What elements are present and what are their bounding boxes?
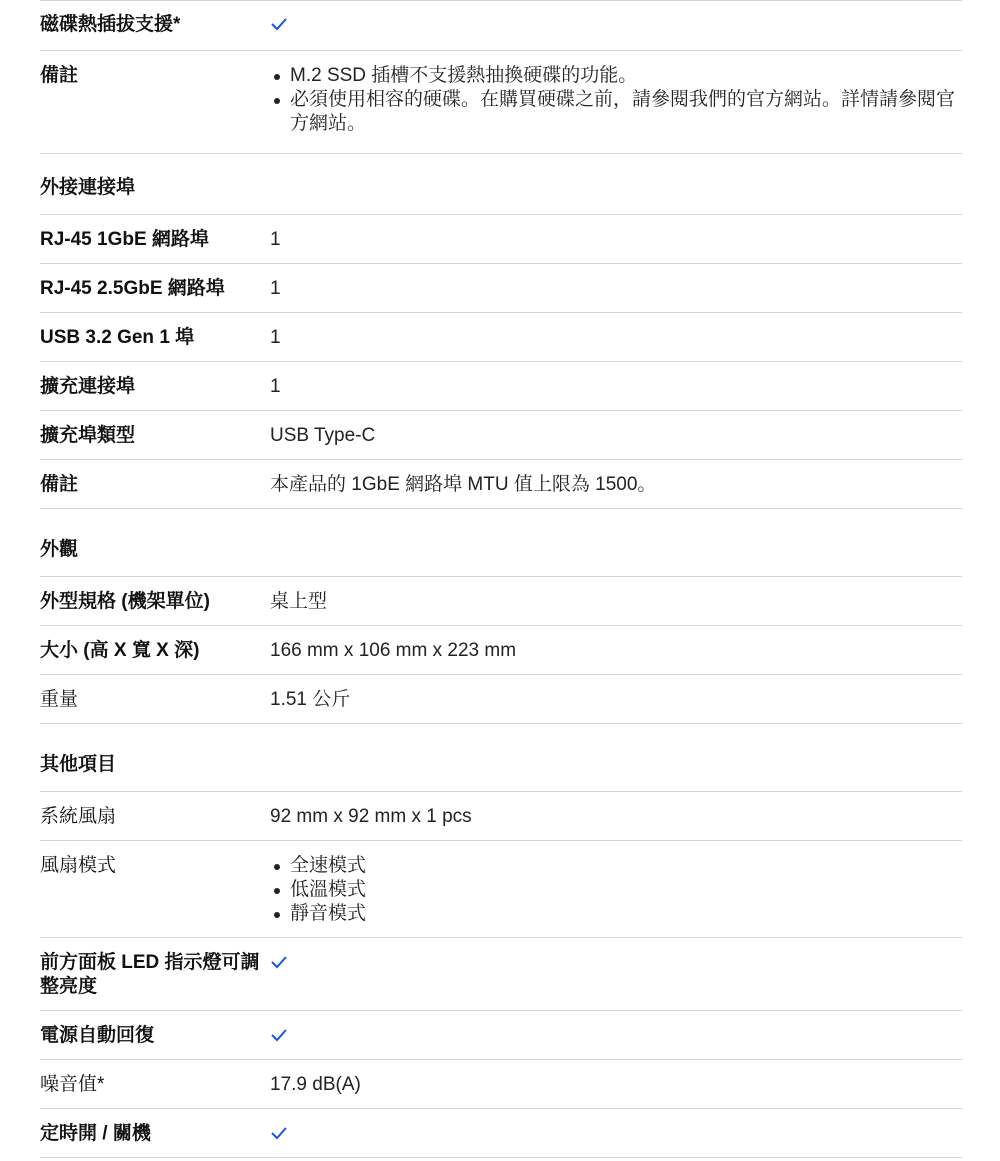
spec-label: 擴充埠類型 bbox=[40, 425, 136, 446]
spec-row-usb bbox=[40, 313, 962, 362]
spec-row-weight bbox=[40, 675, 962, 724]
list-item: 必須使用相容的硬碟。在購買硬碟之前，請參閱我們的官方網站。詳情請參閱官方網站。 bbox=[290, 88, 962, 136]
spec-label: 風扇模式 bbox=[40, 855, 117, 876]
spec-row-expansion-port bbox=[40, 362, 962, 411]
spec-row-power-recovery bbox=[40, 1011, 962, 1060]
spec-label: 前方面板 LED 指示燈可調整亮度 bbox=[40, 952, 260, 997]
spec-label: 磁碟熱插拔支援* bbox=[40, 14, 181, 35]
list-item: 靜音模式 bbox=[290, 902, 962, 926]
section-title-others: 其他項目 bbox=[40, 724, 962, 792]
spec-value: 本產品的 1GbE 網路埠 MTU 值上限為 1500。 bbox=[270, 474, 657, 495]
spec-value: 1 bbox=[270, 229, 281, 250]
spec-row-notes-ports bbox=[40, 460, 962, 509]
spec-label: 備註 bbox=[40, 65, 79, 86]
spec-value: 92 mm x 92 mm x 1 pcs bbox=[270, 806, 472, 827]
spec-value: 17.9 dB(A) bbox=[270, 1074, 361, 1095]
spec-value: 1.51 公斤 bbox=[270, 689, 351, 710]
spec-row-1gbe bbox=[40, 215, 962, 264]
spec-label: 定時開 / 關機 bbox=[40, 1123, 151, 1144]
checkmark-icon bbox=[270, 955, 288, 969]
spec-row-size bbox=[40, 626, 962, 675]
list-item: 低溫模式 bbox=[290, 878, 962, 902]
spec-value: USB Type-C bbox=[270, 425, 376, 446]
spec-value bbox=[270, 841, 962, 937]
list-item: M.2 SSD 插槽不支援熱抽換硬碟的功能。 bbox=[290, 64, 962, 88]
spec-row-expansion-type bbox=[40, 411, 962, 460]
section-title-ports: 外接連接埠 bbox=[40, 154, 962, 215]
notes-list bbox=[270, 64, 962, 136]
spec-label: 系統風扇 bbox=[40, 806, 117, 827]
spec-row-system-fan bbox=[40, 792, 962, 841]
spec-row-form-factor bbox=[40, 577, 962, 626]
spec-value: 166 mm x 106 mm x 223 mm bbox=[270, 640, 517, 661]
checkmark-icon bbox=[270, 1028, 288, 1042]
spec-value: 桌上型 bbox=[270, 591, 328, 612]
spec-value bbox=[270, 51, 962, 153]
spec-row-notes-storage bbox=[40, 51, 962, 154]
fan-mode-list bbox=[270, 854, 962, 926]
spec-table bbox=[40, 0, 962, 1158]
spec-label: USB 3.2 Gen 1 埠 bbox=[40, 327, 195, 348]
checkmark-icon bbox=[270, 1126, 288, 1140]
spec-value bbox=[270, 0, 962, 50]
spec-label: RJ-45 2.5GbE 網路埠 bbox=[40, 278, 225, 299]
spec-label: 重量 bbox=[40, 689, 79, 710]
spec-value bbox=[270, 1109, 962, 1157]
spec-row-fan-mode bbox=[40, 841, 962, 938]
spec-row-schedule bbox=[40, 1109, 962, 1158]
spec-label: 噪音值* bbox=[40, 1074, 105, 1095]
section-title-appearance: 外觀 bbox=[40, 509, 962, 577]
spec-row-hot-swap bbox=[40, 0, 962, 51]
spec-label: 擴充連接埠 bbox=[40, 376, 136, 397]
spec-label: 外型規格 (機架單位) bbox=[40, 591, 210, 612]
spec-value: 1 bbox=[270, 376, 281, 397]
spec-row-noise bbox=[40, 1060, 962, 1109]
spec-label: 電源自動回復 bbox=[40, 1025, 155, 1046]
spec-value: 1 bbox=[270, 278, 281, 299]
spec-label: RJ-45 1GbE 網路埠 bbox=[40, 229, 209, 250]
spec-value bbox=[270, 938, 962, 1010]
checkmark-icon bbox=[270, 17, 288, 31]
spec-value: 1 bbox=[270, 327, 281, 348]
list-item: 全速模式 bbox=[290, 854, 962, 878]
spec-label: 備註 bbox=[40, 474, 79, 495]
spec-row-led-brightness bbox=[40, 938, 962, 1011]
spec-row-2-5gbe bbox=[40, 264, 962, 313]
spec-value bbox=[270, 1011, 962, 1059]
spec-label: 大小 (高 X 寬 X 深) bbox=[40, 640, 200, 661]
